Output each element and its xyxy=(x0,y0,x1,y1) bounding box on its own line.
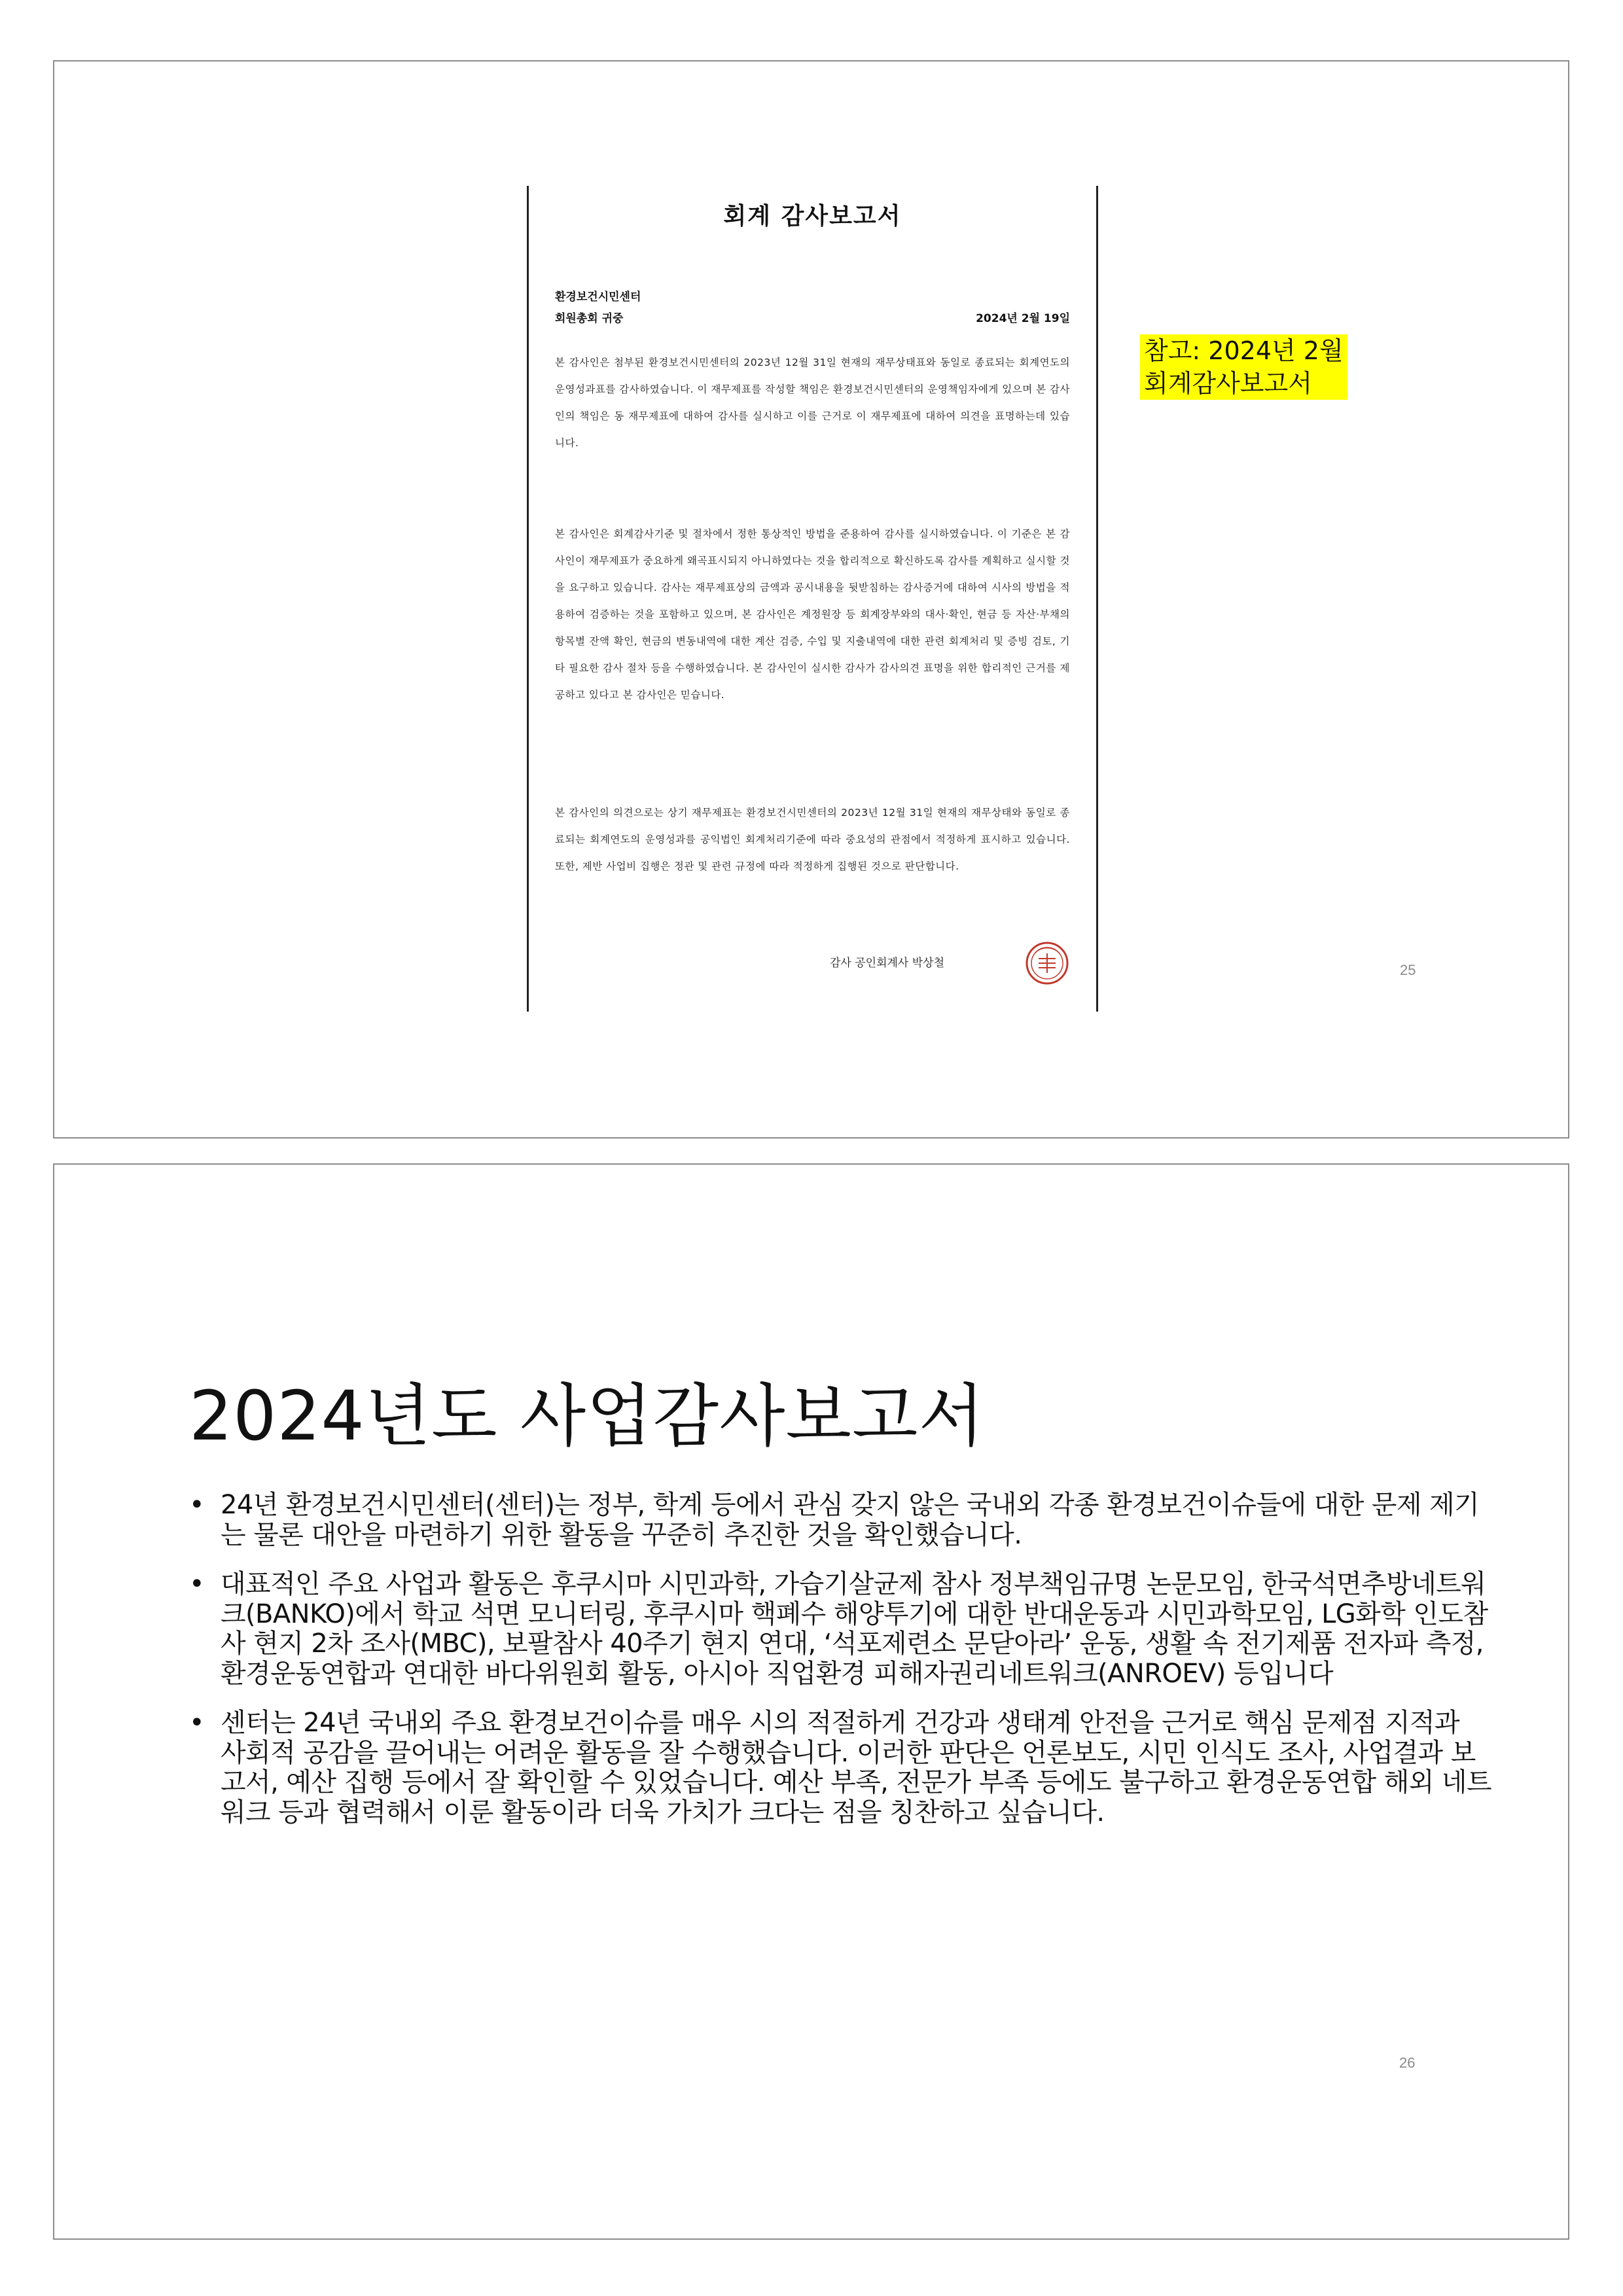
slide-25 xyxy=(53,60,1569,1139)
bullet-icon: • xyxy=(189,1569,204,1599)
note-line: 회계감사보고서 xyxy=(1144,369,1312,398)
bullet-list xyxy=(189,1491,1491,1847)
page-number: 25 xyxy=(1400,962,1416,978)
audit-report-organization: 환경보건시민센터 xyxy=(555,291,641,304)
audit-report-title: 회계 감사보고서 xyxy=(723,203,902,230)
bullet-item xyxy=(189,1491,1491,1550)
audit-report-scan xyxy=(527,186,1098,1012)
bullet-text: 센터는 24년 국내외 주요 환경보건이슈를 매우 시의 적절하게 건강과 생태계 안전을 근거로 핵심 문제점 지적과 사회적 공감을 끌어내는 어려운 활동을 잘 수행했습니다. 이러한 판단은 언론보도, 시민 인식도 조사, 사업결과 보고서, 예산 집행 등에서 잘 확인할 수 있었습니다. 예산 부족, 전문가 부족 등에도 불구하고 환경운동연합 해외 네트워크 등과 협력해서 이룬 활동이라 더욱 가치가 크다는 점을 칭찬하고 싶습니다. xyxy=(221,1708,1491,1828)
bullet-icon: • xyxy=(189,1490,204,1520)
bullet-text: 대표적인 주요 사업과 활동은 후쿠시마 시민과학, 가습기살균제 참사 정부책임규명 논문모임, 한국석면추방네트워크(BANKO)에서 학교 석면 모니터링, 후쿠시마 핵폐수 해양투기에 대한 반대운동과 시민과학모임, LG화학 인도참사 현지 2차 조사(MBC), 보팔참사 40주기 현지 연대, ‘석포제련소 문닫아라’ 운동, 생활 속 전기제품 전자파 측정, 환경운동연합과 연대한 바다위원회 활동, 아시아 직업환경 피해자권리네트워크(ANROEV) 등입니다 xyxy=(221,1569,1488,1689)
official-seal-icon xyxy=(1024,940,1070,986)
audit-report-paragraph: 본 감사인은 회계감사기준 및 절차에서 정한 통상적인 방법을 준용하여 감사를 실시하였습니다. 이 기준은 본 감사인이 재무제표가 중요하게 왜곡표시되지 아니하였다는 것을 합리적으로 확신하도록 감사를 계획하고 실시할 것을 요구하고 있습니다. 감사는 재무제표상의 금액과 공시내용을 뒷받침하는 감사증거에 대하여 시사의 방법을 적용하여 검증하는 것을 포함하고 있으며, 본 감사인은 계정원장 등 회계장부와의 대사·확인, 현금 등 자산·부채의 항목별 잔액 확인, 현금의 변동내역에 대한 계산 검증, 수입 및 지출내역에 대한 관련 회계처리 및 증빙 검토, 기타 필요한 감사 절차 등을 수행하였습니다. 본 감사인이 실시한 감사가 감사의견 표명을 위한 합리적인 근거를 제공하고 있다고 본 감사인은 믿습니다. xyxy=(555,528,1070,701)
audit-report-paragraph: 본 감사인은 첨부된 환경보건시민센터의 2023년 12월 31일 현재의 재무상태표와 동일로 종료되는 회계연도의 운영성과표를 감사하였습니다. 이 재무제표를 작성할 책임은 환경보건시민센터의 운영책임자에게 있으며 본 감사인의 책임은 동 재무제표에 대하여 감사를 실시하고 이를 근거로 이 재무제표에 대하여 의견을 표명하는데 있습니다. xyxy=(555,357,1070,449)
audit-report-paragraph: 본 감사인의 의견으로는 상기 재무제표는 환경보건시민센터의 2023년 12월 31일 현재의 재무상태와 동일로 종료되는 회계연도의 운영성과를 공익법인 회계처리기준에 따라 중요성의 관점에서 적정하게 표시하고 있습니다. 또한, 제반 사업비 집행은 정관 및 관련 규정에 따라 적정하게 집행된 것으로 판단합니다. xyxy=(555,807,1070,872)
bullet-item xyxy=(189,1708,1491,1828)
page-number: 26 xyxy=(1399,2055,1416,2071)
highlighted-note xyxy=(1140,334,1347,400)
bullet-text: 24년 환경보건시민센터(센터)는 정부, 학계 등에서 관심 갖지 않은 국내외 각종 환경보건이슈들에 대한 문제 제기는 물론 대안을 마련하기 위한 활동을 꾸준히 추진한 것을 확인했습니다. xyxy=(221,1490,1480,1550)
note-line: 참고: 2024년 2월 xyxy=(1144,336,1344,365)
audit-report-date: 2024년 2월 19일 xyxy=(976,312,1070,325)
bullet-item xyxy=(189,1570,1491,1689)
slide-26 xyxy=(53,1163,1569,2240)
bullet-icon: • xyxy=(189,1708,204,1738)
audit-report-addressee: 회원총회 귀중 xyxy=(555,312,624,325)
auditor-signature-line: 감사 공인회계사 박상철 xyxy=(830,957,945,970)
slide-title: 2024년도 사업감사보고서 xyxy=(189,1376,985,1456)
